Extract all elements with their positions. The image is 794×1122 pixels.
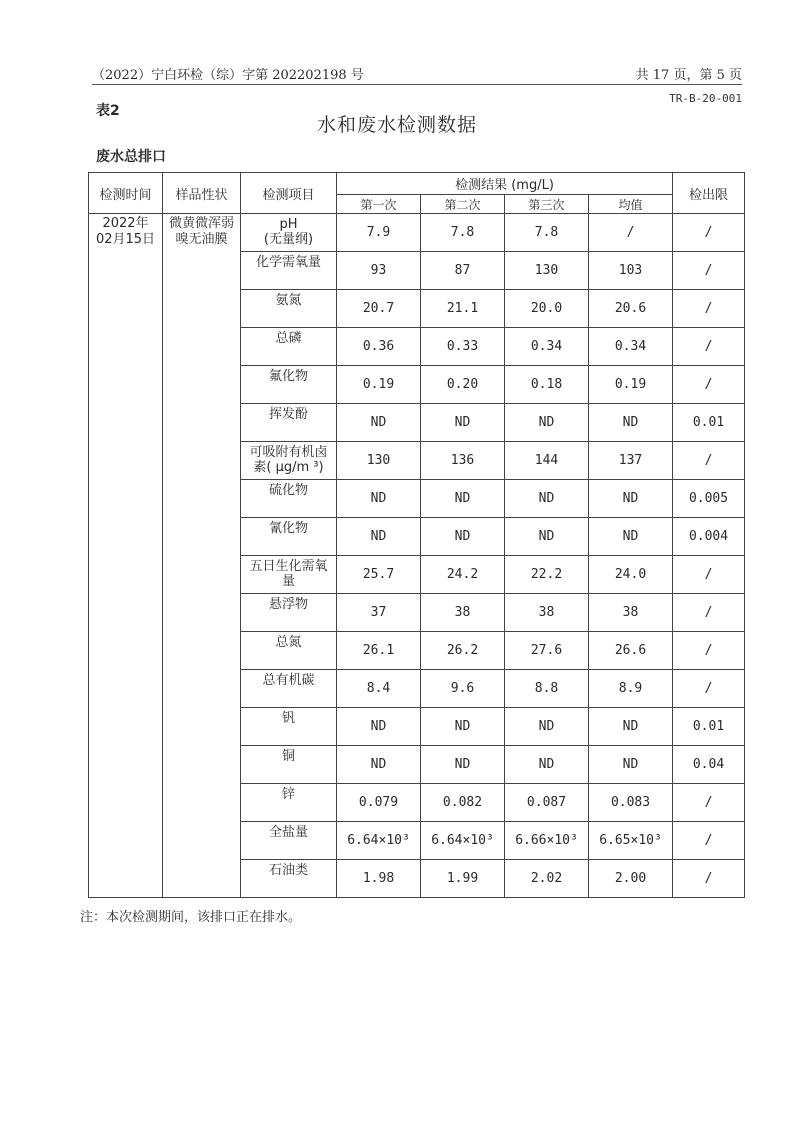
detection-limit: 0.004 [673,518,745,556]
detection-limit: / [673,860,745,898]
character-line: 微黄微浑弱 [168,216,234,231]
col-header-results: 检测结果 (mg/L) [337,173,673,195]
result-mean: ND [589,518,673,556]
result-mean: 20.6 [589,290,673,328]
result-run-2: 0.082 [421,784,505,822]
result-mean: 0.19 [589,366,673,404]
result-run-2: 1.99 [421,860,505,898]
test-item [241,670,337,708]
result-run-2: 87 [421,252,505,290]
detection-limit: / [673,556,745,594]
test-item [241,784,337,822]
result-run-3: 0.34 [505,328,589,366]
test-item [241,822,337,860]
result-run-1: 130 [337,442,421,480]
result-run-2: ND [421,404,505,442]
character-line: 嗅无油膜 [175,232,228,247]
result-run-1: 6.64×10³ [337,822,421,860]
result-run-1: ND [337,404,421,442]
date-year: 2022年 [102,216,149,231]
result-mean: ND [589,404,673,442]
result-run-3: 6.66×10³ [505,822,589,860]
test-item-name: 总磷 [275,331,302,346]
result-run-2: 136 [421,442,505,480]
test-item-name: 全盐量 [268,825,308,840]
detection-limit: / [673,670,745,708]
result-run-3: 0.087 [505,784,589,822]
test-item [241,480,337,518]
test-item-name: 石油类 [268,863,308,878]
test-item-name: 总有机碳 [262,673,315,688]
col-header-sample: 样品性状 [163,173,241,214]
test-item-name: 总氮 [275,635,302,650]
test-item-unit: 量 [281,574,295,589]
result-run-2: ND [421,518,505,556]
result-run-1: 7.9 [337,214,421,252]
detection-limit: / [673,366,745,404]
test-item-name: 锌 [281,787,295,802]
detection-limit: / [673,252,745,290]
result-run-2: 9.6 [421,670,505,708]
date-day: 02月15日 [95,232,156,247]
page-indicator: 共 17 页，第 5 页 [635,68,742,83]
result-mean: 24.0 [589,556,673,594]
test-item-name: 五日生化需氧 [249,559,328,574]
col-header-mean: 均值 [589,195,673,214]
result-mean: 6.65×10³ [589,822,673,860]
detection-limit: / [673,632,745,670]
result-run-3: 7.8 [505,214,589,252]
test-item [241,860,337,898]
test-item-name: 氰化物 [268,521,308,536]
test-item [241,404,337,442]
col-header-item: 检测项目 [241,173,337,214]
test-item [241,328,337,366]
result-run-1: 1.98 [337,860,421,898]
result-mean: 103 [589,252,673,290]
result-mean: 137 [589,442,673,480]
test-item [241,366,337,404]
test-item [241,252,337,290]
result-run-2: 0.20 [421,366,505,404]
section-title: 废水总排口 [96,149,166,165]
results-table [88,172,745,898]
test-item-name: 悬浮物 [268,597,308,612]
result-mean: 38 [589,594,673,632]
test-item [241,594,337,632]
result-mean: / [589,214,673,252]
result-run-2: ND [421,708,505,746]
test-item-name: 挥发酚 [268,407,308,422]
result-mean: ND [589,708,673,746]
result-run-3: ND [505,404,589,442]
result-run-1: ND [337,708,421,746]
result-run-2: 6.64×10³ [421,822,505,860]
result-run-3: 0.18 [505,366,589,404]
result-run-3: 27.6 [505,632,589,670]
result-run-3: 20.0 [505,290,589,328]
detection-limit: 0.005 [673,480,745,518]
detection-limit: 0.04 [673,746,745,784]
detection-limit: 0.01 [673,708,745,746]
detection-limit: 0.01 [673,404,745,442]
result-run-3: 2.02 [505,860,589,898]
result-run-2: ND [421,480,505,518]
result-run-1: 37 [337,594,421,632]
result-run-2: 24.2 [421,556,505,594]
result-run-3: 38 [505,594,589,632]
test-item-unit: 素( μg/m ³) [253,460,324,475]
detection-limit: / [673,784,745,822]
document-code: TR-B-20-001 [669,92,742,105]
detection-limit: / [673,594,745,632]
result-mean: 8.9 [589,670,673,708]
sampling-date [89,214,163,898]
sample-character [163,214,241,898]
detection-limit: / [673,214,745,252]
result-run-1: 0.19 [337,366,421,404]
result-run-3: 144 [505,442,589,480]
test-item [241,556,337,594]
test-item [241,708,337,746]
result-run-3: ND [505,708,589,746]
result-run-3: 8.8 [505,670,589,708]
result-run-1: 93 [337,252,421,290]
page-title: 水和废水检测数据 [316,114,477,136]
col-header-date: 检测时间 [89,173,163,214]
document-reference: （2022）宁白环检（综）字第 202202198 号 [92,68,364,83]
test-item [241,746,337,784]
result-run-3: ND [505,480,589,518]
result-mean: ND [589,746,673,784]
result-run-1: 20.7 [337,290,421,328]
test-item-name: pH [279,217,298,232]
result-run-1: ND [337,518,421,556]
test-item-name: 硫化物 [268,483,308,498]
test-item [241,214,337,252]
detection-limit: / [673,442,745,480]
result-run-1: ND [337,480,421,518]
result-run-2: 21.1 [421,290,505,328]
result-run-2: 7.8 [421,214,505,252]
result-mean: 2.00 [589,860,673,898]
result-run-1: 26.1 [337,632,421,670]
detection-limit: / [673,822,745,860]
col-header-run-3: 第三次 [505,195,589,214]
col-header-limit: 检出限 [673,173,745,214]
result-mean: ND [589,480,673,518]
col-header-run-1: 第一次 [337,195,421,214]
test-item [241,632,337,670]
result-mean: 26.6 [589,632,673,670]
test-item-name: 化学需氧量 [255,255,321,270]
result-run-1: ND [337,746,421,784]
test-item-name: 铜 [281,749,295,764]
test-item [241,290,337,328]
result-run-1: 0.079 [337,784,421,822]
result-mean: 0.34 [589,328,673,366]
test-item-name: 钒 [281,711,295,726]
result-run-1: 8.4 [337,670,421,708]
result-run-1: 0.36 [337,328,421,366]
footnote: 注：本次检测期间，该排口正在排水。 [80,910,302,925]
result-run-2: 0.33 [421,328,505,366]
result-run-3: 130 [505,252,589,290]
test-item [241,518,337,556]
col-header-run-2: 第二次 [421,195,505,214]
table-row [89,214,745,252]
result-run-1: 25.7 [337,556,421,594]
result-run-3: ND [505,746,589,784]
result-mean: 0.083 [589,784,673,822]
test-item-name: 氟化物 [268,369,308,384]
result-run-3: ND [505,518,589,556]
result-run-2: ND [421,746,505,784]
detection-limit: / [673,328,745,366]
test-item-name: 氨氮 [275,293,302,308]
test-item-unit: (无量纲) [263,232,314,247]
test-item [241,442,337,480]
table-label: 表2 [96,103,120,119]
result-run-2: 26.2 [421,632,505,670]
test-item-name: 可吸附有机卤 [249,445,328,460]
result-run-3: 22.2 [505,556,589,594]
results-body [89,214,745,898]
detection-limit: / [673,290,745,328]
result-run-2: 38 [421,594,505,632]
page-header [92,62,742,85]
